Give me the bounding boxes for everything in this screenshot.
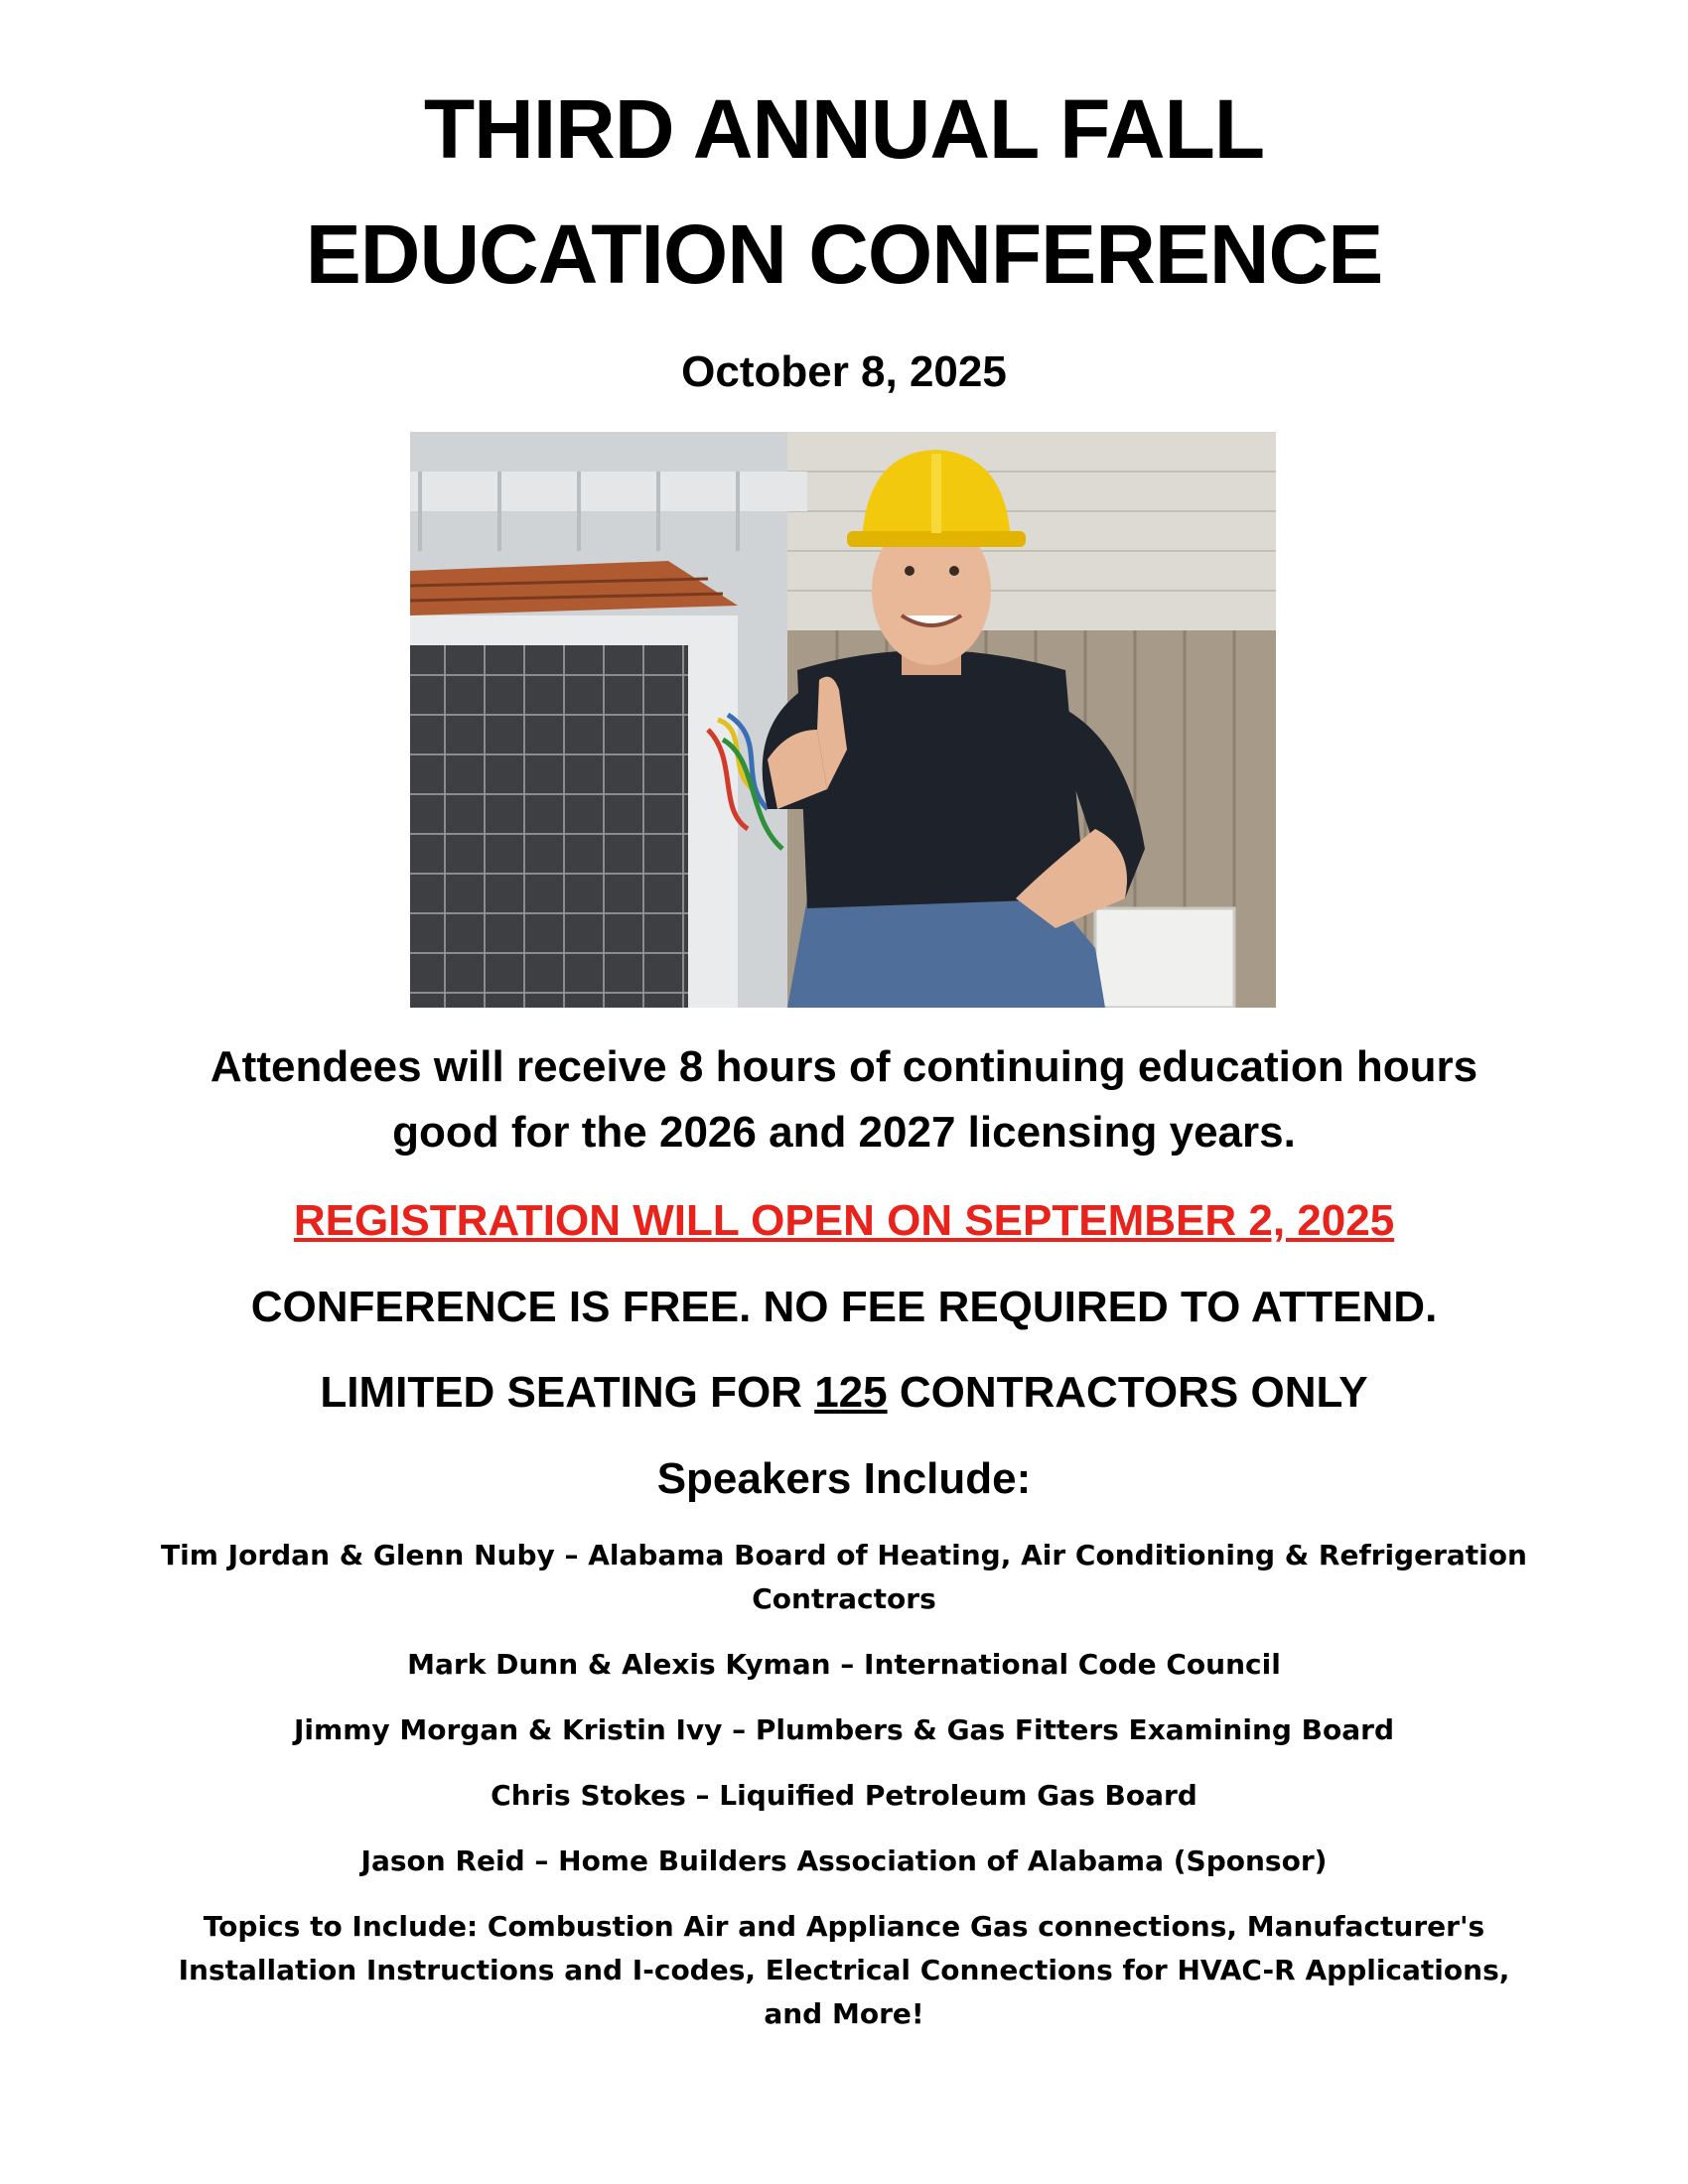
topics-line-1: Topics to Include: Combustion Air and Appliance Gas connections, Manufacturer's (203, 1910, 1485, 1943)
title-line-1: THIRD ANNUAL FALL (423, 82, 1265, 176)
speakers-heading: Speakers Include: (656, 1454, 1032, 1503)
speaker-5: Jason Reid – Home Builders Association of Alabama (Sponsor) (360, 1844, 1328, 1877)
ce-hours-line-1: Attendees will receive 8 hours of continuing education hours (210, 1042, 1478, 1091)
topics-line-3: and More! (764, 1997, 924, 2030)
free-notice: CONFERENCE IS FREE. NO FEE REQUIRED TO ATTEND. (250, 1283, 1438, 1331)
topics-line-2: Installation Instructions and I-codes, Electrical Connections for HVAC-R Applications, (178, 1954, 1510, 1986)
registration-notice (0, 1188, 1688, 1254)
speaker-4: Chris Stokes – Liquified Petroleum Gas Board (491, 1779, 1197, 1812)
title-line-2: EDUCATION CONFERENCE (305, 207, 1383, 301)
seating-count: 125 (814, 1368, 888, 1417)
event-date: October 8, 2025 (681, 347, 1007, 396)
registration-link-text: REGISTRATION WILL OPEN ON SEPTEMBER 2, 2025 (293, 1196, 1395, 1245)
seating-notice (0, 1360, 1688, 1426)
speaker-1-line-1: Tim Jordan & Glenn Nuby – Alabama Board of Heating, Air Conditioning & Refrigeration (161, 1539, 1527, 1571)
hvac-technician-photo (410, 432, 1276, 1008)
seating-prefix: LIMITED SEATING FOR (320, 1368, 815, 1417)
ce-hours-line-2: good for the 2026 and 2027 licensing years. (392, 1108, 1296, 1157)
speaker-1-line-2: Contractors (752, 1582, 936, 1615)
seating-suffix: CONTRACTORS ONLY (887, 1368, 1368, 1417)
speaker-3: Jimmy Morgan & Kristin Ivy – Plumbers & Gas Fitters Examining Board (294, 1713, 1394, 1746)
speaker-2: Mark Dunn & Alexis Kyman – International Code Council (407, 1648, 1281, 1681)
